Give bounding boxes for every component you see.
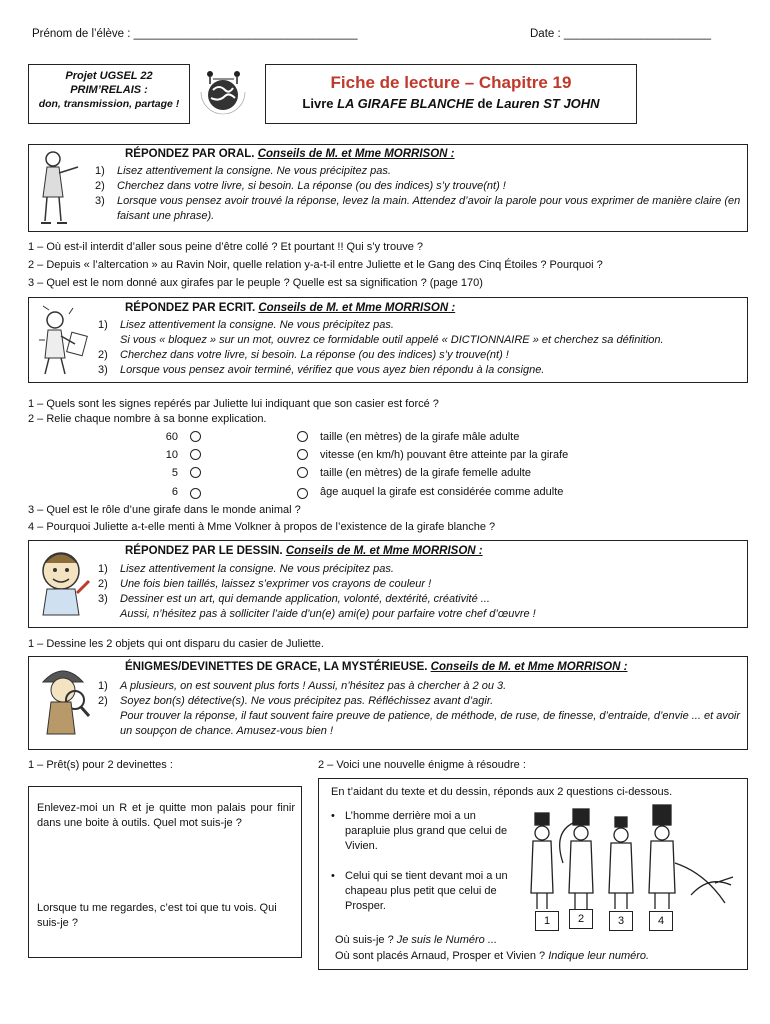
position-box-1: 1 <box>535 911 559 931</box>
tip-item: 2) Cherchez dans votre livre, si besoin. La réponse (ou des indices) s’y trouve(nt) ! <box>95 180 506 192</box>
enigmes-tips <box>98 679 743 739</box>
position-box-4: 4 <box>649 911 673 931</box>
dessin-heading: RÉPONDEZ PAR LE DESSIN. Conseils de M. et Mme MORRISON : <box>125 545 483 557</box>
prim-relais-logo <box>193 64 253 122</box>
ecrit-heading: RÉPONDEZ PAR ECRIT. Conseils de M. et Mme MORRISON : <box>125 302 456 314</box>
match-explanation: taille (en mètres) de la girafe mâle adulte <box>320 431 520 443</box>
ecrit-question-1: 1 – Quels sont les signes repérés par Juliette lui indiquant que son casier est forcé ? <box>28 398 439 410</box>
oral-questions <box>28 240 748 291</box>
puzzle-question-2: Où sont placés Arnaud, Prosper et Vivien ? Indique leur numéro. <box>335 950 650 962</box>
question: 1 – Où est-il interdit d’aller sous peine d’être collé ? Et pourtant !! Qui s’y trouve ? <box>28 241 423 253</box>
ecrit-tips <box>98 318 743 378</box>
tip-item: 1) Lisez attentivement la consigne. Ne vous précipitez pas. <box>98 563 394 575</box>
puzzle-box <box>318 778 748 970</box>
match-dot-right[interactable] <box>297 467 308 478</box>
enigmes-heading: ÉNIGMES/DEVINETTES DE GRACE, LA MYSTÉRIEUSE. Conseils de M. et Mme MORRISON : <box>125 661 628 673</box>
oral-tips <box>95 164 741 224</box>
tip-item: 1) Lisez attentivement la consigne. Ne vous précipitez pas. <box>98 319 394 331</box>
book-subtitle: Livre LA GIRAFE BLANCHE de Lauren ST JOHN <box>302 96 600 111</box>
detective-illustration <box>33 660 93 744</box>
match-number: 5 <box>171 467 178 479</box>
tip-item: 1) Lisez attentivement la consigne. Ne vous précipitez pas. <box>95 165 391 177</box>
riddles-title: 1 – Prêt(s) pour 2 devinettes : <box>28 759 173 771</box>
tip-item: 3) Lorsque vous pensez avoir terminé, vérifiez que vous ayez bien répondu à la consigne. <box>98 364 545 376</box>
title-box <box>265 64 637 124</box>
oral-heading: RÉPONDEZ PAR ORAL. Conseils de M. et Mme MORRISON : <box>125 148 455 160</box>
project-line3: don, transmission, partage ! <box>38 98 180 110</box>
ecrit-question-4: 4 – Pourquoi Juliette a-t-elle menti à Mme Volkner à propos de l’existence de la girafe blanche ? <box>28 521 496 533</box>
speaking-figure-illustration <box>33 147 88 227</box>
puzzle-clue-1: • L’homme derrière moi a un parapluie plus grand que celui de Vivien. <box>331 810 508 852</box>
match-dot-right[interactable] <box>297 431 308 442</box>
tip-item: 3) Dessiner est un art, qui demande application, volonté, dextérité, créativité ... <box>98 593 490 605</box>
tip-item: Pour trouver la réponse, il faut souvent faire preuve de patience, de méthode, de ruse, de finesse, d’entraide, d’envie ... et avoir un soupçon de chance. Amusez-vous bien ! <box>120 710 741 737</box>
tip-item: Aussi, n’hésitez pas à solliciter l’aide d’un(e) ami(e) pour parfaire votre chef d’œuvre ! <box>120 608 536 620</box>
riddles-box <box>28 786 302 958</box>
date-field[interactable]: Date : _______________________ <box>530 28 711 40</box>
ecrit-question-3: 3 – Quel est le rôle d’une girafe dans le monde animal ? <box>28 504 301 516</box>
match-dot-left[interactable] <box>190 488 201 499</box>
tip-item: 2) Soyez bon(s) détective(s). Ne vous précipitez pas. Réfléchissez avant d’agir. <box>98 695 494 707</box>
question: 3 – Quel est le nom donné aux girafes par le peuple ? Quelle est sa signification ? (page 170) <box>28 277 483 289</box>
project-box <box>28 64 190 124</box>
position-box-2: 2 <box>569 909 593 929</box>
position-box-3: 3 <box>609 911 633 931</box>
tip-item: 3) Lorsque vous pensez avoir trouvé la réponse, levez la main. Attendez d’avoir la parole pour vous exprimer de manière claire (en faisant une phrase). <box>95 195 741 222</box>
match-dot-left[interactable] <box>190 467 201 478</box>
puzzle-clue-2: • Celui qui se tient devant moi a un chapeau plus petit que celui de Prosper. <box>331 870 508 912</box>
dessin-tips <box>98 562 743 622</box>
tip-item: 2) Cherchez dans votre livre, si besoin. La réponse (ou des indices) s’y trouve(nt) ! <box>98 349 509 361</box>
match-number: 10 <box>165 449 178 461</box>
puzzle-question-1: Où suis-je ? Je suis le Numéro ... <box>335 934 498 946</box>
tip-item: 2) Une fois bien taillés, laissez s’exprimer vos crayons de couleur ! <box>98 578 432 590</box>
match-number: 60 <box>165 431 178 443</box>
match-number: 6 <box>171 486 178 498</box>
page-title: Fiche de lecture – Chapitre 19 <box>330 73 572 92</box>
match-dot-right[interactable] <box>297 488 308 499</box>
writing-figure-illustration <box>33 300 93 378</box>
ecrit-question-2: 2 – Relie chaque nombre à sa bonne explication. <box>28 413 267 425</box>
match-dot-right[interactable] <box>297 449 308 460</box>
match-dot-left[interactable] <box>190 431 201 442</box>
tip-item: 1) A plusieurs, on est souvent plus forts ! Aussi, n’hésitez pas à chercher à 2 ou 3. <box>98 680 507 692</box>
riddle-1: Enlevez-moi un R et je quitte mon palais pour finir dans une boite à outils. Quel mot suis-je ? <box>37 802 295 829</box>
project-line1: Projet UGSEL 22 <box>65 70 153 82</box>
project-line2: PRIM’RELAIS : <box>70 84 148 96</box>
puzzle-intro: En t’aidant du texte et du dessin, réponds aux 2 questions ci-dessous. <box>331 786 673 798</box>
riddle-2: Lorsque tu me regardes, c’est toi que tu vois. Qui suis-je ? <box>37 902 277 929</box>
puzzle-title: 2 – Voici une nouvelle énigme à résoudre : <box>318 759 526 771</box>
match-explanation: vitesse (en km/h) pouvant être atteinte par la girafe <box>320 449 569 461</box>
question: 2 – Depuis « l’altercation » au Ravin Noir, quelle relation y-a-t-il entre Juliette et le Gang des Cinq Étoiles ? Pourquoi ? <box>28 259 603 271</box>
four-men-illustration <box>515 803 739 913</box>
dessin-question-1: 1 – Dessine les 2 objets qui ont disparu du casier de Juliette. <box>28 638 324 650</box>
match-explanation: âge auquel la girafe est considérée comme adulte <box>320 486 564 498</box>
tip-item: Si vous « bloquez » sur un mot, ouvrez ce formidable outil appelé « DICTIONNAIRE » et cherchez sa définition. <box>120 334 664 346</box>
match-dot-left[interactable] <box>190 449 201 460</box>
drawing-boy-illustration <box>33 545 93 623</box>
student-name-field[interactable]: Prénom de l’élève : ___________________________________ <box>32 28 358 40</box>
match-explanation: taille (en mètres) de la girafe femelle adulte <box>320 467 531 479</box>
